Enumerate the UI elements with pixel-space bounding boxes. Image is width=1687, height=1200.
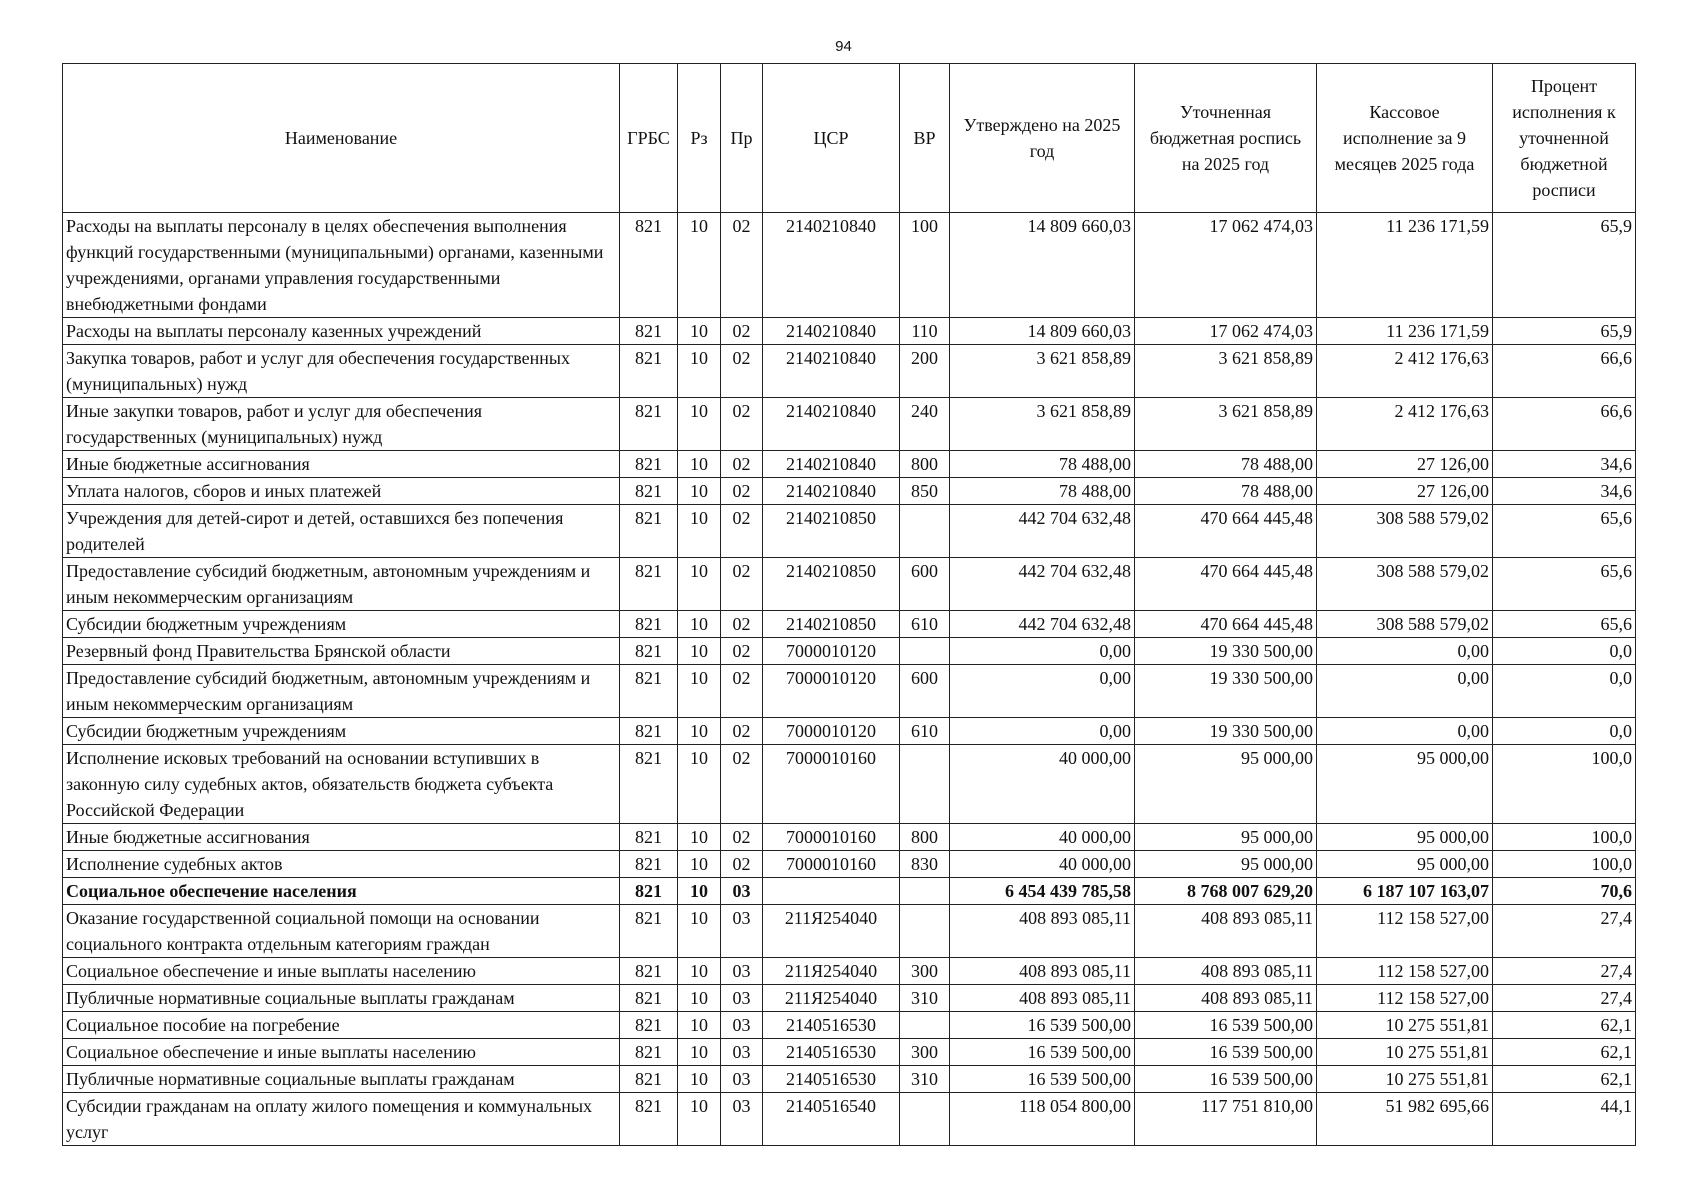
cell-vr: 600 [900,558,950,611]
cell-percent: 62,1 [1493,1039,1636,1066]
cell-grbs: 821 [620,851,678,878]
budget-execution-table [62,63,1636,1146]
cell-csr: 2140516530 [763,1039,900,1066]
cell-cash: 10 275 551,81 [1317,1039,1493,1066]
cell-pr: 03 [721,958,763,985]
cell-approved: 0,00 [950,718,1135,745]
cell-approved: 0,00 [950,665,1135,718]
cell-cash: 95 000,00 [1317,745,1493,824]
page-number: 94 [835,38,852,55]
cell-vr: 110 [900,318,950,345]
cell-percent: 65,9 [1493,213,1636,318]
cell-cash: 112 158 527,00 [1317,985,1493,1012]
cell-approved: 16 539 500,00 [950,1039,1135,1066]
cell-pr: 03 [721,905,763,958]
cell-vr [900,505,950,558]
cell-percent: 65,6 [1493,558,1636,611]
cell-rz: 10 [678,745,721,824]
table-row [63,478,1636,505]
cell-percent: 70,6 [1493,878,1636,905]
table-row [63,1039,1636,1066]
cell-pr: 02 [721,851,763,878]
cell-grbs: 821 [620,638,678,665]
cell-csr: 7000010120 [763,665,900,718]
header-refined: Уточненная бюджетная роспись на 2025 год [1135,64,1317,213]
cell-grbs: 821 [620,665,678,718]
cell-approved: 408 893 085,11 [950,985,1135,1012]
cell-name: Исполнение исковых требований на основании вступивших в законную силу судебных актов, обязательств бюджета субъекта Российской Федерации [63,745,620,824]
cell-name: Расходы на выплаты персоналу в целях обеспечения выполнения функций государственными (муниципальными) органами, казенными учреждениями, органами управления государственными внебюджетными фондами [63,213,620,318]
cell-approved: 14 809 660,03 [950,318,1135,345]
cell-approved: 16 539 500,00 [950,1012,1135,1039]
cell-vr [900,1012,950,1039]
cell-name: Социальное обеспечение и иные выплаты населению [63,1039,620,1066]
header-pr: Пр [721,64,763,213]
cell-name: Закупка товаров, работ и услуг для обеспечения государственных (муниципальных) нужд [63,345,620,398]
cell-name: Учреждения для детей-сирот и детей, оставшихся без попечения родителей [63,505,620,558]
cell-percent: 27,4 [1493,958,1636,985]
cell-approved: 14 809 660,03 [950,213,1135,318]
cell-percent: 34,6 [1493,478,1636,505]
cell-approved: 3 621 858,89 [950,398,1135,451]
cell-vr [900,1093,950,1146]
cell-rz: 10 [678,478,721,505]
cell-vr: 850 [900,478,950,505]
cell-vr [900,905,950,958]
cell-name: Иные бюджетные ассигнования [63,824,620,851]
cell-percent: 44,1 [1493,1093,1636,1146]
cell-pr: 03 [721,1012,763,1039]
cell-csr: 2140210840 [763,398,900,451]
cell-grbs: 821 [620,1012,678,1039]
cell-grbs: 821 [620,905,678,958]
cell-refined: 16 539 500,00 [1135,1039,1317,1066]
cell-name: Исполнение судебных актов [63,851,620,878]
cell-rz: 10 [678,213,721,318]
cell-rz: 10 [678,638,721,665]
cell-vr: 310 [900,985,950,1012]
cell-vr [900,745,950,824]
cell-csr: 7000010160 [763,851,900,878]
cell-refined: 3 621 858,89 [1135,398,1317,451]
cell-refined: 8 768 007 629,20 [1135,878,1317,905]
header-percent: Процент исполнения к уточненной бюджетной росписи [1493,64,1636,213]
cell-pr: 02 [721,318,763,345]
cell-grbs: 821 [620,558,678,611]
cell-percent: 100,0 [1493,745,1636,824]
cell-refined: 17 062 474,03 [1135,318,1317,345]
cell-rz: 10 [678,345,721,398]
table-row [63,398,1636,451]
cell-name: Социальное обеспечение населения [63,878,620,905]
cell-refined: 17 062 474,03 [1135,213,1317,318]
cell-grbs: 821 [620,318,678,345]
table-row [63,505,1636,558]
cell-refined: 470 664 445,48 [1135,505,1317,558]
cell-name: Социальное пособие на погребение [63,1012,620,1039]
cell-refined: 16 539 500,00 [1135,1066,1317,1093]
cell-approved: 442 704 632,48 [950,505,1135,558]
cell-vr: 800 [900,824,950,851]
cell-approved: 118 054 800,00 [950,1093,1135,1146]
cell-percent: 65,9 [1493,318,1636,345]
cell-approved: 6 454 439 785,58 [950,878,1135,905]
cell-refined: 78 488,00 [1135,451,1317,478]
table-row [63,213,1636,318]
cell-cash: 27 126,00 [1317,478,1493,505]
table-row [63,905,1636,958]
cell-refined: 470 664 445,48 [1135,558,1317,611]
table-row [63,958,1636,985]
cell-grbs: 821 [620,1066,678,1093]
cell-approved: 16 539 500,00 [950,1066,1135,1093]
cell-cash: 6 187 107 163,07 [1317,878,1493,905]
cell-refined: 19 330 500,00 [1135,638,1317,665]
cell-cash: 112 158 527,00 [1317,958,1493,985]
cell-cash: 27 126,00 [1317,451,1493,478]
cell-percent: 62,1 [1493,1066,1636,1093]
cell-pr: 03 [721,985,763,1012]
cell-csr: 211Я254040 [763,958,900,985]
cell-cash: 112 158 527,00 [1317,905,1493,958]
cell-csr: 2140210840 [763,478,900,505]
cell-refined: 3 621 858,89 [1135,345,1317,398]
table-row [63,318,1636,345]
table-row [63,718,1636,745]
cell-pr: 02 [721,398,763,451]
table-body [63,213,1636,1146]
cell-grbs: 821 [620,1039,678,1066]
cell-rz: 10 [678,558,721,611]
table-row [63,985,1636,1012]
cell-csr: 2140210850 [763,611,900,638]
cell-rz: 10 [678,985,721,1012]
cell-rz: 10 [678,398,721,451]
cell-approved: 408 893 085,11 [950,958,1135,985]
cell-vr: 610 [900,718,950,745]
cell-percent: 27,4 [1493,985,1636,1012]
cell-percent: 100,0 [1493,824,1636,851]
cell-cash: 0,00 [1317,638,1493,665]
cell-name: Иные закупки товаров, работ и услуг для обеспечения государственных (муниципальных) нужд [63,398,620,451]
cell-csr: 2140210840 [763,451,900,478]
cell-percent: 65,6 [1493,611,1636,638]
header-rz: Рз [678,64,721,213]
cell-grbs: 821 [620,1093,678,1146]
header-vr: ВР [900,64,950,213]
cell-rz: 10 [678,1012,721,1039]
cell-refined: 95 000,00 [1135,824,1317,851]
header-grbs: ГРБС [620,64,678,213]
cell-pr: 02 [721,558,763,611]
cell-name: Субсидии гражданам на оплату жилого помещения и коммунальных услуг [63,1093,620,1146]
table-row [63,1093,1636,1146]
cell-percent: 100,0 [1493,851,1636,878]
cell-rz: 10 [678,1039,721,1066]
cell-vr: 100 [900,213,950,318]
cell-name: Расходы на выплаты персоналу казенных учреждений [63,318,620,345]
cell-csr [763,878,900,905]
cell-rz: 10 [678,318,721,345]
table-header-row [63,64,1636,213]
cell-name: Предоставление субсидий бюджетным, автономным учреждениям и иным некоммерческим организациям [63,665,620,718]
cell-grbs: 821 [620,213,678,318]
header-cash: Кассовое исполнение за 9 месяцев 2025 года [1317,64,1493,213]
cell-rz: 10 [678,1066,721,1093]
cell-grbs: 821 [620,824,678,851]
cell-csr: 2140516530 [763,1066,900,1093]
cell-name: Публичные нормативные социальные выплаты гражданам [63,985,620,1012]
cell-cash: 10 275 551,81 [1317,1012,1493,1039]
cell-name: Уплата налогов, сборов и иных платежей [63,478,620,505]
cell-vr: 300 [900,1039,950,1066]
cell-pr: 03 [721,1093,763,1146]
table-row [63,851,1636,878]
cell-percent: 0,0 [1493,718,1636,745]
cell-rz: 10 [678,851,721,878]
cell-cash: 308 588 579,02 [1317,611,1493,638]
cell-pr: 02 [721,611,763,638]
cell-pr: 02 [721,213,763,318]
cell-csr: 2140210840 [763,213,900,318]
cell-vr: 610 [900,611,950,638]
cell-grbs: 821 [620,745,678,824]
cell-vr [900,638,950,665]
cell-vr: 240 [900,398,950,451]
cell-pr: 03 [721,878,763,905]
cell-cash: 0,00 [1317,665,1493,718]
cell-name: Резервный фонд Правительства Брянской области [63,638,620,665]
cell-name: Социальное обеспечение и иные выплаты населению [63,958,620,985]
cell-grbs: 821 [620,611,678,638]
cell-pr: 02 [721,824,763,851]
cell-approved: 442 704 632,48 [950,611,1135,638]
cell-cash: 10 275 551,81 [1317,1066,1493,1093]
table-row [63,611,1636,638]
cell-csr: 7000010120 [763,638,900,665]
cell-pr: 03 [721,1039,763,1066]
cell-csr: 211Я254040 [763,985,900,1012]
cell-refined: 470 664 445,48 [1135,611,1317,638]
cell-vr: 200 [900,345,950,398]
cell-cash: 2 412 176,63 [1317,345,1493,398]
cell-name: Оказание государственной социальной помощи на основании социального контракта отдельным категориям граждан [63,905,620,958]
cell-vr: 830 [900,851,950,878]
cell-rz: 10 [678,958,721,985]
cell-cash: 308 588 579,02 [1317,558,1493,611]
cell-csr: 7000010120 [763,718,900,745]
cell-approved: 442 704 632,48 [950,558,1135,611]
cell-vr: 600 [900,665,950,718]
cell-grbs: 821 [620,451,678,478]
header-approved: Утверждено на 2025 год [950,64,1135,213]
cell-vr [900,878,950,905]
cell-rz: 10 [678,905,721,958]
cell-refined: 408 893 085,11 [1135,905,1317,958]
cell-pr: 02 [721,451,763,478]
cell-grbs: 821 [620,478,678,505]
header-name: Наименование [63,64,620,213]
cell-pr: 02 [721,745,763,824]
cell-refined: 19 330 500,00 [1135,718,1317,745]
cell-approved: 0,00 [950,638,1135,665]
cell-approved: 40 000,00 [950,824,1135,851]
cell-percent: 0,0 [1493,665,1636,718]
cell-cash: 11 236 171,59 [1317,213,1493,318]
cell-name: Субсидии бюджетным учреждениям [63,611,620,638]
table-row [63,1012,1636,1039]
cell-name: Иные бюджетные ассигнования [63,451,620,478]
cell-csr: 2140210850 [763,558,900,611]
cell-rz: 10 [678,611,721,638]
cell-percent: 65,6 [1493,505,1636,558]
cell-refined: 408 893 085,11 [1135,985,1317,1012]
table-row [63,638,1636,665]
cell-refined: 95 000,00 [1135,745,1317,824]
table-row [63,665,1636,718]
table-row [63,451,1636,478]
cell-approved: 408 893 085,11 [950,905,1135,958]
cell-csr: 2140210840 [763,318,900,345]
cell-rz: 10 [678,1093,721,1146]
cell-percent: 27,4 [1493,905,1636,958]
header-csr: ЦСР [763,64,900,213]
table-row [63,345,1636,398]
cell-csr: 2140516530 [763,1012,900,1039]
cell-csr: 2140210850 [763,505,900,558]
cell-refined: 16 539 500,00 [1135,1012,1317,1039]
cell-refined: 19 330 500,00 [1135,665,1317,718]
cell-csr: 7000010160 [763,745,900,824]
cell-vr: 300 [900,958,950,985]
cell-csr: 2140210840 [763,345,900,398]
cell-vr: 800 [900,451,950,478]
cell-csr: 211Я254040 [763,905,900,958]
cell-cash: 2 412 176,63 [1317,398,1493,451]
cell-pr: 02 [721,665,763,718]
table-row [63,558,1636,611]
cell-pr: 02 [721,345,763,398]
cell-grbs: 821 [620,505,678,558]
cell-pr: 03 [721,1066,763,1093]
cell-percent: 62,1 [1493,1012,1636,1039]
cell-cash: 0,00 [1317,718,1493,745]
cell-grbs: 821 [620,398,678,451]
cell-pr: 02 [721,638,763,665]
cell-cash: 51 982 695,66 [1317,1093,1493,1146]
cell-rz: 10 [678,451,721,478]
cell-percent: 34,6 [1493,451,1636,478]
cell-approved: 78 488,00 [950,478,1135,505]
cell-name: Публичные нормативные социальные выплаты гражданам [63,1066,620,1093]
cell-rz: 10 [678,824,721,851]
cell-cash: 95 000,00 [1317,824,1493,851]
cell-cash: 308 588 579,02 [1317,505,1493,558]
cell-refined: 408 893 085,11 [1135,958,1317,985]
cell-approved: 3 621 858,89 [950,345,1135,398]
table-row [63,824,1636,851]
cell-rz: 10 [678,505,721,558]
table-row [63,1066,1636,1093]
cell-refined: 117 751 810,00 [1135,1093,1317,1146]
cell-refined: 95 000,00 [1135,851,1317,878]
cell-grbs: 821 [620,878,678,905]
cell-percent: 0,0 [1493,638,1636,665]
cell-percent: 66,6 [1493,345,1636,398]
cell-grbs: 821 [620,958,678,985]
cell-pr: 02 [721,718,763,745]
cell-name: Предоставление субсидий бюджетным, автономным учреждениям и иным некоммерческим организациям [63,558,620,611]
cell-vr: 310 [900,1066,950,1093]
cell-pr: 02 [721,478,763,505]
table-row [63,745,1636,824]
cell-cash: 11 236 171,59 [1317,318,1493,345]
table-row [63,878,1636,905]
cell-approved: 40 000,00 [950,851,1135,878]
cell-approved: 40 000,00 [950,745,1135,824]
cell-pr: 02 [721,505,763,558]
cell-grbs: 821 [620,718,678,745]
cell-grbs: 821 [620,345,678,398]
cell-csr: 7000010160 [763,824,900,851]
cell-cash: 95 000,00 [1317,851,1493,878]
cell-rz: 10 [678,718,721,745]
cell-grbs: 821 [620,985,678,1012]
cell-name: Субсидии бюджетным учреждениям [63,718,620,745]
cell-csr: 2140516540 [763,1093,900,1146]
cell-rz: 10 [678,665,721,718]
cell-rz: 10 [678,878,721,905]
cell-percent: 66,6 [1493,398,1636,451]
cell-refined: 78 488,00 [1135,478,1317,505]
cell-approved: 78 488,00 [950,451,1135,478]
